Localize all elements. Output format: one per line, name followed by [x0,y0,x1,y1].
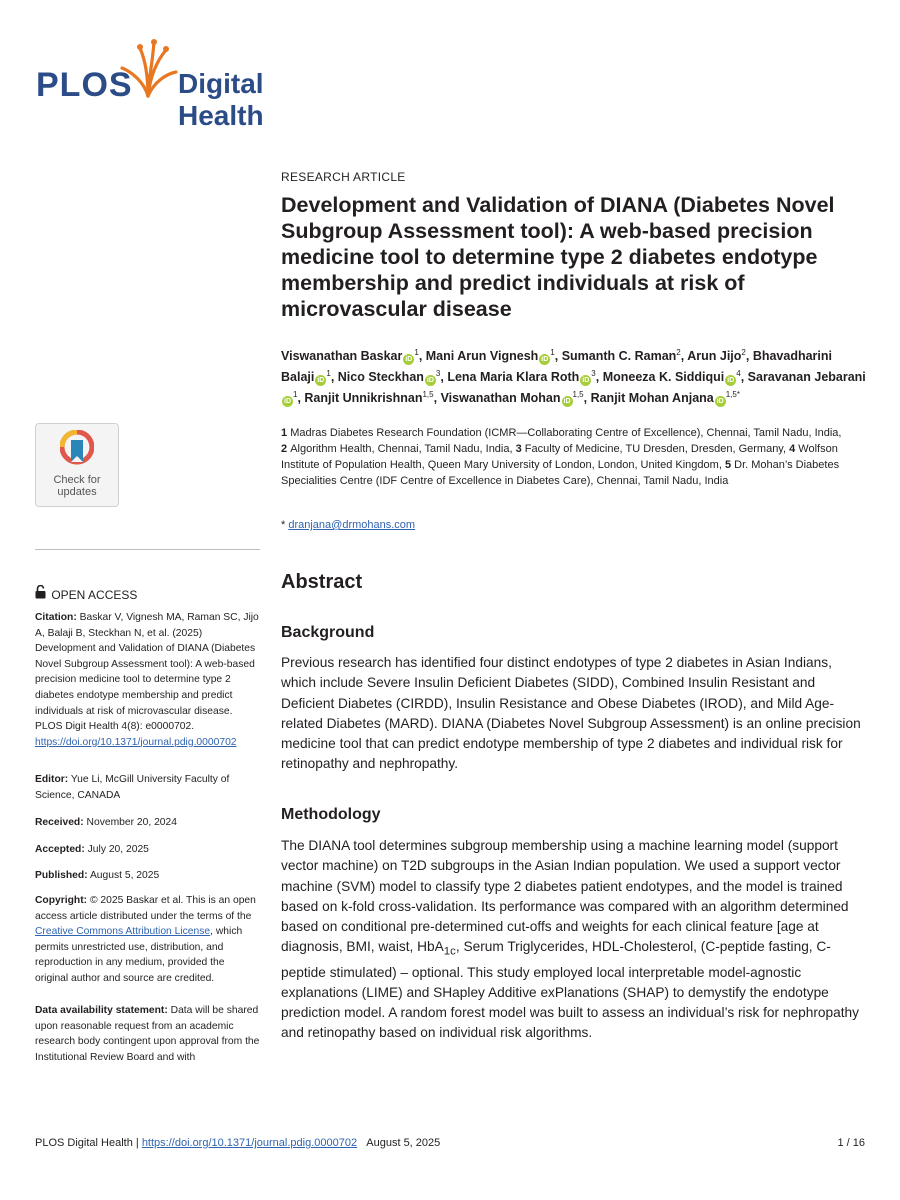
author-name: Mani Arun Vignesh [425,349,539,364]
citation-block [35,610,260,750]
published-label: Published: [35,870,88,881]
orcid-icon[interactable]: iD [541,356,549,364]
copyright-label: Copyright: [35,895,88,906]
author-separator: , [433,391,441,406]
author-name: Sumanth C. Raman [561,349,677,364]
copyright-block [35,893,260,987]
orcid-icon[interactable]: iD [405,356,413,364]
accepted-label: Accepted: [35,844,85,855]
data-availability-text: Data will be shared upon reasonable request from an academic research body contingent upon approval from the Institutional Review Board and with [35,1005,260,1063]
citation-doi-link[interactable]: https://doi.org/10.1371/journal.pdig.0000702 [35,736,237,748]
affiliation-number: 1 [281,427,288,439]
affiliation-number: 4 [789,443,796,455]
affiliation-text: Wolfson Institute of Population Health, Queen Mary University of London, London, United Kingdom, [281,443,838,471]
methodology-subscript: 1c [443,946,456,959]
author-separator: , [418,349,426,364]
open-access-label [35,585,137,602]
author-list [281,344,866,407]
orcid-icon[interactable]: iD [426,377,434,385]
author-affiliation-marker: 2 [676,348,681,357]
author-affiliation-marker: 3 [435,369,441,379]
corresponding-email-link[interactable]: dranjana@drmohans.com [288,519,416,531]
author-affiliation-marker: 1 [293,390,298,400]
author-separator: , [583,391,591,406]
author-separator: , [330,370,338,385]
affiliations [281,425,866,489]
author-affiliation-marker: 4 [736,369,741,379]
received-date: November 20, 2024 [86,817,177,828]
citation-text: Baskar V, Vignesh MA, Raman SC, Jijo A, Balaji B, Steckhan N, et al. (2025) Development and Validation of DIANA (Diabetes Novel Subgroup Assessment tool): A web-based precision medicine tool to determine type 2 diabetes endotype membership and predict individuals at risk of microvascular disease. PLOS Digit Health 4(8): e0000702. [35,612,259,733]
footer-date: August 5, 2025 [366,1137,441,1149]
article-title: Development and Validation of DIANA (Diabetes Novel Subgroup Assessment tool): A web-based precision medicine tool to determine type 2 diabetes endotype membership and predict individuals at risk of microvascular disease [281,193,835,321]
orcid-icon[interactable]: iD [563,398,571,406]
accepted-block [35,842,260,858]
author-name: Moneeza K. Siddiqui [602,370,725,385]
editor-label: Editor: [35,774,69,785]
author-name: Saravanan Jebarani [747,370,866,385]
citation-label: Citation: [35,612,77,623]
author-affiliation-marker: 3 [591,369,596,379]
author-name: Ranjit Mohan Anjana [590,391,714,406]
data-availability-block [35,1003,260,1065]
methodology-text-part2: , Serum Triglycerides, HDL-Cholesterol, (C-peptide fasting, C-peptide stimulated) – optional. This study employed local interpretable model-agnostic explanations (LIME) and SHapley Additive exPlanations (SHAP) to demystify the endotype prediction model. A random forest model was built to assess an individual’s risk for nephropathy and retinopathy based on individual risk algorithms. [281,939,859,1041]
left-divider [35,549,260,550]
background-paragraph: Previous research has identified four distinct endotypes of type 2 diabetes in Asian Indians, which include Severe Insulin Deficient Diabetes (SIDD), Combined Insulin Resistant and Deficient Diabetes (CIRDD), Insulin Resistance and Obese Diabetes (IROD), and Mild Age-related Diabetes (MARD). DIANA (Diabetes Novel Subgroup Assessment) is an online precision medicine tool that can predict endotype membership of type 2 diabetes and individual risk for retinopathy and nephropathy. [281,655,861,772]
affiliation-number: 3 [515,443,522,455]
author-affiliation-marker: 1 [550,348,555,357]
author-separator: , [595,370,603,385]
corresponding-mark: * [281,519,286,531]
author-affiliation-marker: 2 [741,348,746,357]
footer-doi-link[interactable]: https://doi.org/10.1371/journal.pdig.0000702 [141,1137,358,1149]
author-name: Bhavadharini Balaji [281,349,832,385]
editor-text: Yue Li, McGill University Faculty of Science, CANADA [35,774,230,801]
check-updates-line2: updates [57,486,97,498]
methodology-text-part1: The DIANA tool determines subgroup membership using a machine learning model (support vector machine) on T2D subgroups in the Asian Indian population. We used a support vector machine (SVM) model to classify type 2 diabetes patient endotypes, and the model is trained based on k-fold cross-validation. Its performance was compared with an algorithm determined based on conditional pre-determined cut-offs and weights for each clinical feature [age at diagnosis, BMI, waist, HbA [281,838,849,955]
footer-journal: PLOS Digital Health | [35,1137,139,1149]
affiliation-text: Madras Diabetes Research Foundation (ICMR—Collaborating Centre of Excellence), Chennai, Tamil Nadu, India, [290,427,842,439]
methodology-heading: Methodology [281,806,381,823]
author-name: Viswanathan Baskar [281,349,403,364]
affiliation-number: 2 [281,443,288,455]
cc-license-link[interactable]: Creative Commons Attribution License [35,926,211,938]
plos-wordmark: PLOS [36,66,133,104]
corresponding-author [281,519,866,531]
page-footer [35,1137,865,1149]
author-name: Nico Steckhan [337,370,424,385]
affiliation-text: Dr. Mohan’s Diabetes Specialities Centre (IDF Centre of Excellence in Diabetes Care), Chennai, Tamil Nadu, India [281,459,840,487]
data-availability-label: Data availability statement: [35,1005,168,1016]
published-block [35,868,260,884]
author-name: Arun Jijo [687,349,742,364]
author-affiliation-marker: 1 [414,348,419,357]
background-heading: Background [281,624,375,641]
check-updates-label [36,474,118,498]
editor-block [35,772,260,803]
affiliation-text: Algorithm Health, Chennai, Tamil Nadu, India, [290,443,516,455]
received-block [35,815,260,831]
open-access-text: OPEN ACCESS [51,588,138,602]
author-affiliation-marker: 1,5* [725,390,740,400]
check-updates-line1: Check for [53,474,101,486]
author-separator: , [297,391,305,406]
journal-name: Digital Health [178,68,264,131]
author-separator: , [440,370,448,385]
copyright-text-before: © 2025 Baskar et al. This is an open access article distributed under the terms of the [35,895,256,922]
author-name: Viswanathan Mohan [440,391,561,406]
author-separator: , [554,349,562,364]
author-affiliation-marker: 1,5 [572,390,584,400]
author-affiliation-marker: 1,5 [422,390,434,400]
article-type: RESEARCH ARTICLE [281,170,406,184]
affiliation-text: Faculty of Medicine, TU Dresden, Dresden, Germany, [524,443,790,455]
page-number: 1 / 16 [837,1137,865,1149]
orcid-icon[interactable]: iD [727,377,735,385]
plos-sunburst-icon [118,38,178,100]
abstract-heading: Abstract [281,571,363,593]
author-name: Lena Maria Klara Roth [447,370,580,385]
methodology-paragraph [281,836,866,1044]
check-for-updates-badge[interactable] [35,423,119,507]
author-separator: , [680,349,688,364]
affiliation-number: 5 [724,459,732,471]
orcid-icon[interactable]: iD [284,398,291,406]
accepted-date: July 20, 2025 [87,844,149,855]
open-lock-icon [35,585,46,602]
published-date: August 5, 2025 [89,870,160,881]
author-name: Ranjit Unnikrishnan [304,391,423,406]
received-label: Received: [35,817,84,828]
author-separator: , [745,349,753,364]
author-separator: , [740,370,748,385]
orcid-icon[interactable]: iD [317,377,325,385]
bookmark-ring-icon [60,430,94,470]
orcid-icon[interactable]: iD [582,377,590,385]
author-affiliation-marker: 1 [326,369,331,379]
copyright-text-after: , which permits unrestricted use, distribution, and reproduction in any medium, provided the original author and source are credited. [35,926,243,984]
orcid-icon[interactable]: iD [716,398,724,406]
journal-logo [36,38,336,131]
